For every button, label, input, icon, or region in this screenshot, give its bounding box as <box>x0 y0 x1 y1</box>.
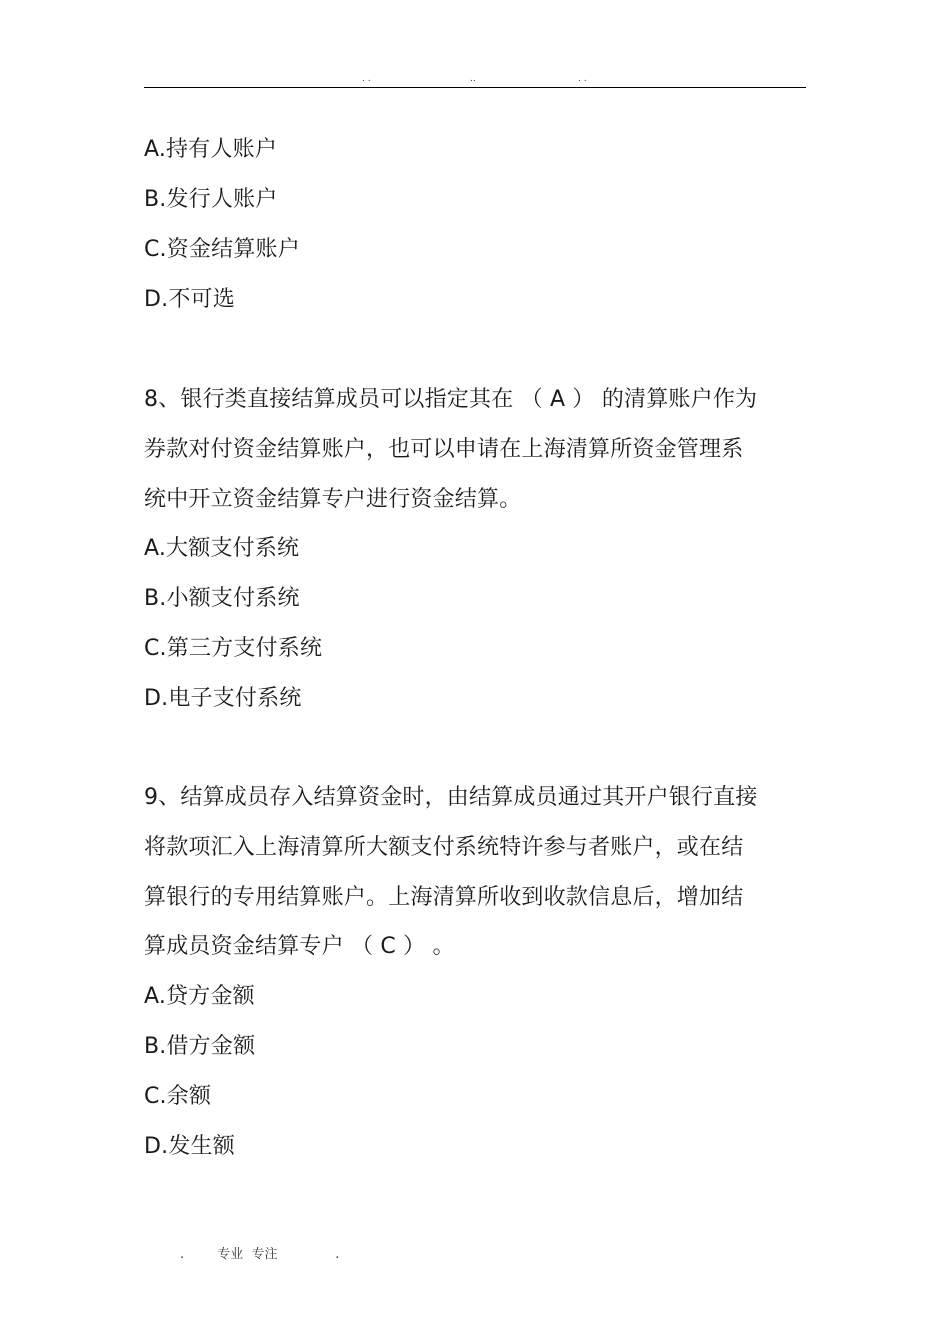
header-rule <box>144 87 806 88</box>
question-stem-line: 算成员资金结算专户 （ C ） 。 <box>144 934 455 959</box>
option-d: D.不可选 <box>144 287 235 312</box>
option-b: B.发行人账户 <box>144 187 278 212</box>
page-footer: . 专业 专注 . <box>180 1247 340 1262</box>
question-stem-line: 9、结算成员存入结算资金时，由结算成员通过其开户银行直接 <box>144 785 758 810</box>
option-b: B.小额支付系统 <box>144 586 300 611</box>
question-stem-line: 8、银行类直接结算成员可以指定其在 （ A ） 的清算账户作为 <box>144 387 758 412</box>
question-stem-line: 券款对付资金结算账户，也可以申请在上海清算所资金管理系 <box>144 437 744 462</box>
option-c: C.资金结算账户 <box>144 237 300 262</box>
header-mark-right: . . <box>578 74 587 84</box>
option-b: B.借方金额 <box>144 1034 256 1059</box>
option-a: A.大额支付系统 <box>144 536 300 561</box>
question-stem-line: 算银行的专用结算账户。上海清算所收到收款信息后，增加结 <box>144 885 744 910</box>
option-a: A.贷方金额 <box>144 984 255 1009</box>
header-mark-left: . . <box>362 74 371 84</box>
question-stem-line: 将款项汇入上海清算所大额支付系统特许参与者账户，或在结 <box>144 835 744 860</box>
option-c: C.第三方支付系统 <box>144 636 323 661</box>
option-d: D.发生额 <box>144 1134 235 1159</box>
option-a: A.持有人账户 <box>144 137 278 162</box>
header-marks <box>144 72 806 86</box>
option-c: C.余额 <box>144 1084 212 1109</box>
question-stem-line: 统中开立资金结算专户进行资金结算。 <box>144 487 522 512</box>
header-mark-center: .. <box>470 74 476 84</box>
option-d: D.电子支付系统 <box>144 686 302 711</box>
